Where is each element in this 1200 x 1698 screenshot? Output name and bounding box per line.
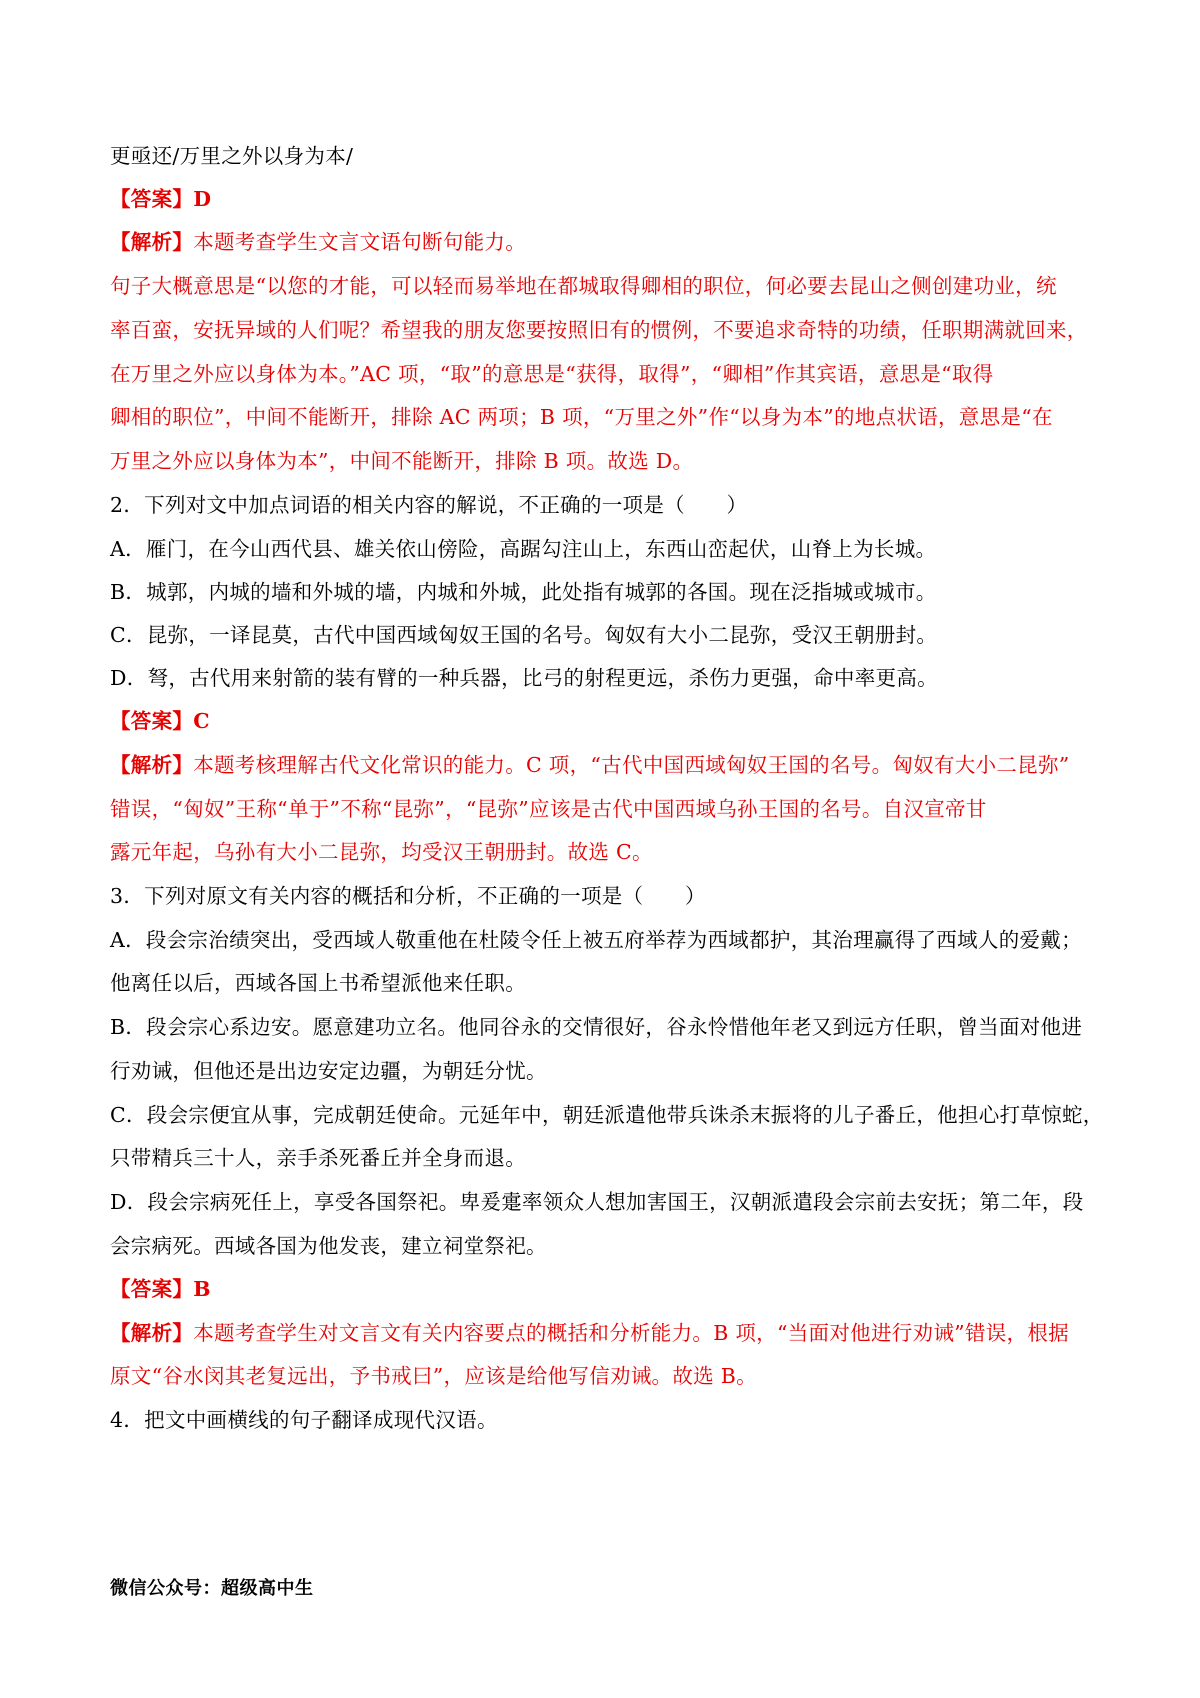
body-text-line: 他离任以后，西域各国上书希望派他来任职。 xyxy=(110,971,526,995)
analysis-label: 【解析】 xyxy=(110,230,194,254)
answer-value: B xyxy=(193,1277,211,1301)
answer-line xyxy=(110,707,1100,735)
body-text-line: 3．下列对原文有关内容的概括和分析，不正确的一项是（ ） xyxy=(110,884,706,908)
analysis-text: 本题考核理解古代文化常识的能力。C 项，“古代中国西域匈奴王国的名号。匈奴有大小二昆弥” xyxy=(193,753,1070,777)
body-text-line: A．段会宗治绩突出，受西域人敬重他在杜陵令任上被五府举荐为西域都护，其治理赢得了西域人的爱戴； xyxy=(110,928,1082,952)
analysis-continuation-line: 句子大概意思是“以您的才能，可以轻而易举地在都城取得卿相的职位，何必要去昆山之侧创建功业，统 xyxy=(110,274,1057,298)
body-text-line: 只带精兵三十人，亲手杀死番丘并全身而退。 xyxy=(110,1146,526,1170)
body-text-line: C．段会宗便宜从事，完成朝廷使命。元延年中，朝廷派遣他带兵诛杀末振将的儿子番丘，他担心打草惊蛇， xyxy=(110,1103,1104,1127)
analysis-continuation-line: 万里之外应以身体为本”，中间不能断开，排除 B 项。故选 D。 xyxy=(110,449,694,473)
answer-label: 【答案】 xyxy=(110,709,194,733)
body-text-line: 更亟还/万里之外以身为本/ xyxy=(110,144,354,168)
analysis-label: 【解析】 xyxy=(110,1321,194,1345)
analysis-label: 【解析】 xyxy=(110,753,194,777)
analysis-text: 本题考查学生对文言文有关内容要点的概括和分析能力。B 项，“当面对他进行劝诫”错误，根据 xyxy=(193,1321,1069,1345)
analysis-continuation-line: 在万里之外应以身体为本。”AC 项，“取”的意思是“获得，取得”，“卿相”作其宾语，意思是“取得 xyxy=(110,362,994,386)
body-text-line: A．雁门，在今山西代县、雄关依山傍险，高踞勾注山上，东西山峦起伏，山脊上为长城。 xyxy=(110,537,937,561)
body-text-line: D．弩，古代用来射箭的装有臂的一种兵器，比弓的射程更远，杀伤力更强，命中率更高。 xyxy=(110,666,938,690)
answer-line xyxy=(110,1275,1100,1303)
answer-value: D xyxy=(193,187,212,211)
analysis-continuation-line: 露元年起，乌孙有大小二昆弥，均受汉王朝册封。故选 C。 xyxy=(110,840,653,864)
body-text-line: 2．下列对文中加点词语的相关内容的解说，不正确的一项是（ ） xyxy=(110,493,748,517)
analysis-text: 本题考查学生文言文语句断句能力。 xyxy=(193,230,527,254)
answer-line xyxy=(110,185,1100,213)
body-text-line: B．段会宗心系边安。愿意建功立名。他同谷永的交情很好，谷永怜惜他年老又到远方任职，曾当面对他进 xyxy=(110,1015,1083,1039)
body-text-line: D．段会宗病死任上，享受各国祭祀。卑爰疐率领众人想加害国王，汉朝派遣段会宗前去安抚；第二年，段 xyxy=(110,1190,1084,1214)
answer-label: 【答案】 xyxy=(110,1277,194,1301)
analysis-continuation-line: 原文“谷水闵其老复远出，予书戒曰”，应该是给他写信劝诫。故选 B。 xyxy=(110,1364,757,1388)
analysis-continuation-line: 卿相的职位”，中间不能断开，排除 AC 两项；B 项，“万里之外”作“以身为本”的地点状语，意思是“在 xyxy=(110,405,1053,429)
body-text-line: C．昆弥，一译昆莫，古代中国西域匈奴王国的名号。匈奴有大小二昆弥，受汉王朝册封。 xyxy=(110,623,938,647)
analysis-continuation-line: 错误，“匈奴”王称“单于”不称“昆弥”，“昆弥”应该是古代中国西域乌孙王国的名号。自汉宣帝甘 xyxy=(110,797,987,821)
analysis-continuation-line: 率百蛮，安抚异域的人们呢？希望我的朋友您要按照旧有的惯例，不要追求奇特的功绩，任职期满就回来， xyxy=(110,318,1088,342)
answer-label: 【答案】 xyxy=(110,187,194,211)
answer-value: C xyxy=(193,709,210,733)
body-text-line: 行劝诫，但他还是出边安定边疆，为朝廷分忧。 xyxy=(110,1059,547,1083)
footer-text: 微信公众号：超级高中生 xyxy=(110,1578,314,1599)
analysis-line xyxy=(110,1319,1100,1347)
analysis-line xyxy=(110,228,1100,256)
body-text-line: 会宗病死。西域各国为他发丧，建立祠堂祭祀。 xyxy=(110,1234,547,1258)
analysis-line xyxy=(110,751,1100,779)
body-text-line: B．城郭，内城的墙和外城的墙，内城和外城，此处指有城郭的各国。现在泛指城或城市。 xyxy=(110,580,937,604)
body-text-line: 4．把文中画横线的句子翻译成现代汉语。 xyxy=(110,1408,498,1432)
